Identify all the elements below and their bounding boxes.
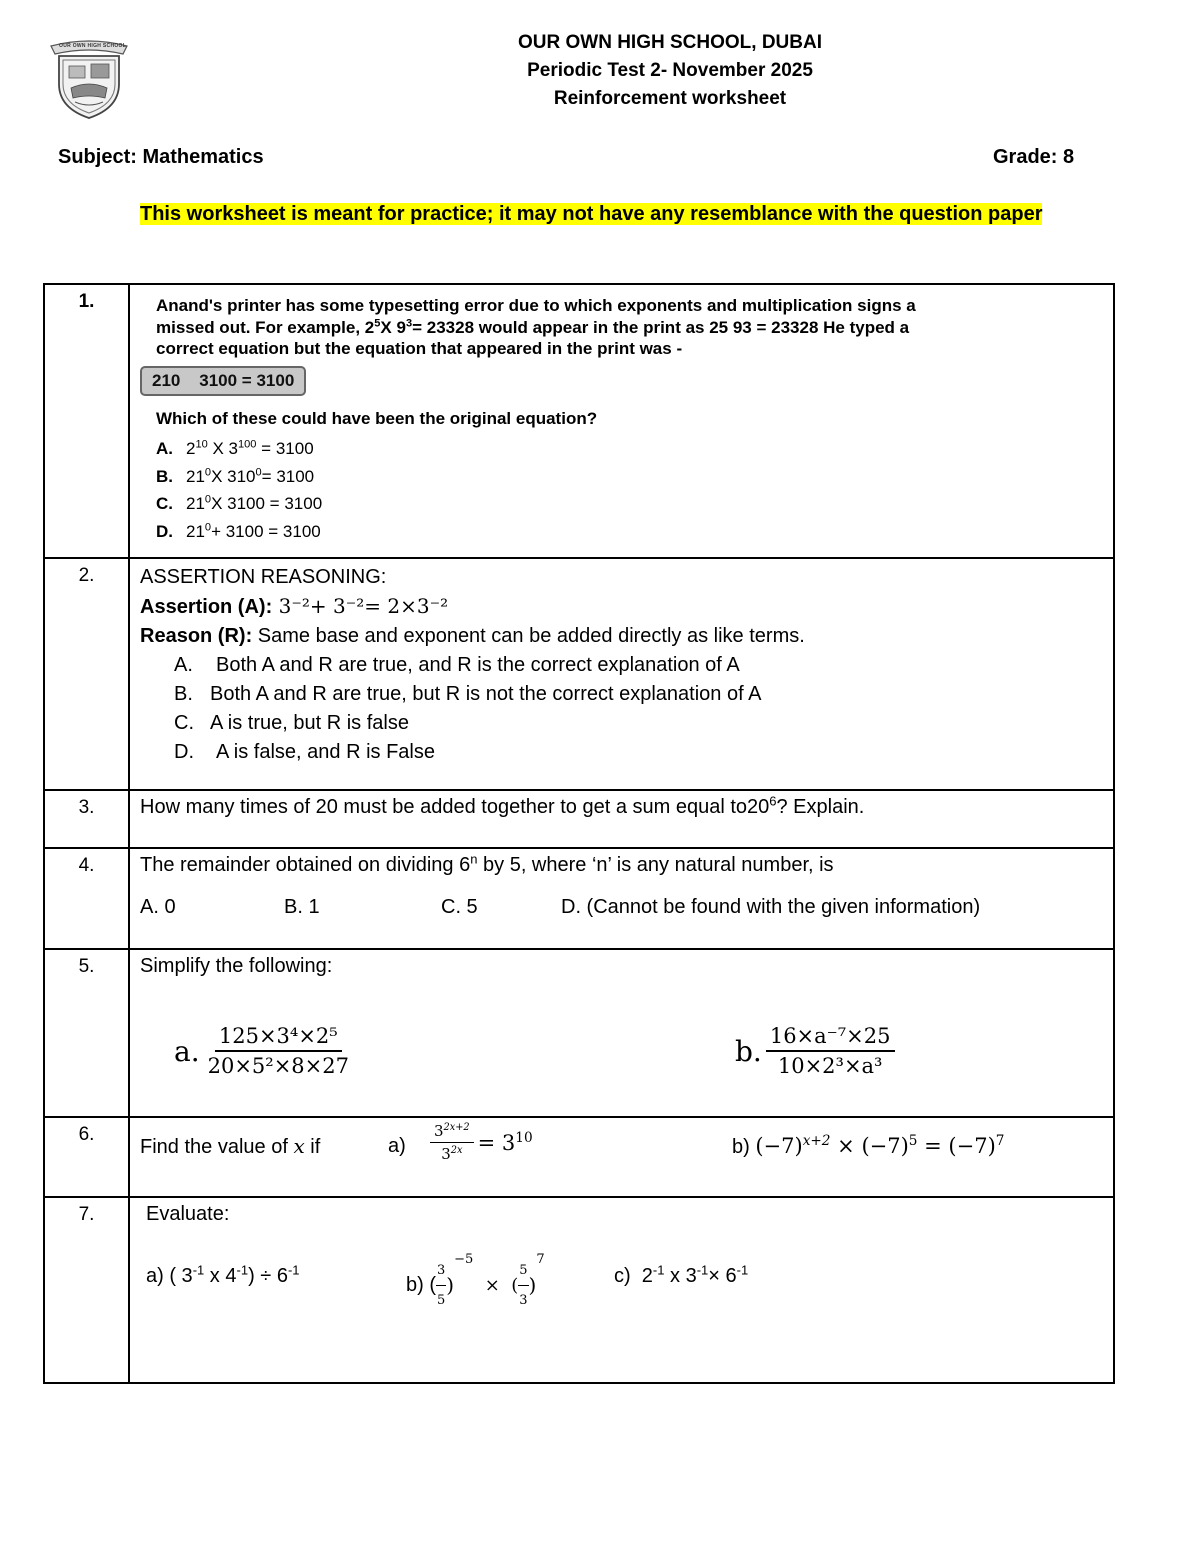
exponent: -1 [287, 1262, 300, 1278]
option-label: B. [156, 466, 173, 486]
assertion-title: ASSERTION REASONING: [140, 566, 387, 588]
part-b-expression: b) ( $\frac{3}{5}$ ) −5 × ( $\frac{5}{3}$ ) 7 [406, 1256, 545, 1315]
option-text: = 3100 [256, 439, 314, 458]
assertion-label: Assertion (A): [140, 596, 273, 618]
question-number [44, 848, 129, 949]
option-d[interactable] [140, 738, 1113, 767]
option-label: A. [156, 439, 173, 458]
base: 3 [441, 1145, 451, 1163]
expr-text: c) 2 [614, 1265, 653, 1287]
exponent: 2x [450, 1145, 463, 1156]
option-text: + 3100 = 3100 [211, 521, 321, 541]
fraction-numerator: 5 [518, 1256, 528, 1286]
part-a-expression [146, 1262, 300, 1291]
fraction [518, 1256, 528, 1315]
worksheet-table [43, 283, 1115, 1384]
fraction-denominator: 3 [519, 1293, 528, 1308]
question-number-text: 6. [78, 1124, 95, 1145]
option-text: 2 [186, 439, 196, 458]
question-number-text: 4. [78, 855, 95, 876]
option-text: 21 [186, 466, 205, 486]
reason-label: Reason (R): [140, 625, 253, 647]
exponent: 0 [204, 465, 212, 478]
exponent: 3 [405, 316, 413, 329]
exponent: -1 [236, 1262, 249, 1278]
stem-line-2 [156, 317, 1113, 339]
school-crest-icon [45, 38, 133, 120]
base: 3 [434, 1122, 444, 1140]
question-body [129, 1117, 1114, 1197]
part-c-expression [614, 1262, 748, 1291]
exponent: 0 [204, 493, 212, 506]
logo-text: OUR OWN HIGH SCHOOL [59, 43, 127, 49]
question-text: if [304, 1136, 321, 1158]
option-text: 21 [186, 521, 205, 541]
variable: x [293, 1134, 305, 1158]
question-row-6 [44, 1117, 1114, 1197]
question-number-text: 7. [78, 1204, 95, 1225]
part-a-equation [430, 1122, 533, 1163]
part-a-label: a) [388, 1135, 406, 1157]
expr-text: × 6 [708, 1265, 737, 1287]
option-d[interactable]: D. (Cannot be found with the given information) [561, 896, 981, 918]
assertion-text: 3⁻²+ 3⁻²= 2×3⁻² [272, 594, 449, 618]
expression-a-label: a. [174, 1034, 200, 1068]
base: = (−7) [917, 1134, 996, 1158]
question-7-text: Evaluate: [146, 1203, 230, 1225]
reason-line [140, 622, 1113, 651]
expression-b-fraction [766, 1024, 895, 1078]
exponent: 5 [374, 316, 381, 329]
question-3-text [140, 793, 1113, 822]
question-4-text [140, 851, 1113, 880]
question-number [44, 558, 129, 790]
exponent: 0 [255, 465, 262, 478]
option-b[interactable] [130, 463, 1113, 491]
stem-text: X 9 [380, 317, 406, 337]
rhs-base: = 3 [477, 1130, 516, 1155]
expression-a [174, 1024, 353, 1078]
expression-a-fraction [204, 1024, 353, 1078]
option-label: D. [174, 741, 194, 763]
exponent: 10 [515, 1129, 533, 1146]
expr-text: ) ÷ 6 [248, 1265, 288, 1287]
subject-label: Subject: Mathematics [58, 146, 264, 168]
question-body [129, 790, 1114, 848]
fraction-denominator: 5 [437, 1293, 446, 1308]
question-text: The remainder obtained on dividing 6 [140, 854, 471, 876]
expr-text: b) ( [406, 1274, 436, 1296]
question-row-4 [44, 848, 1114, 949]
part-b-label: b) [732, 1136, 756, 1158]
option-text: Both A and R are true, but R is not the correct explanation of A [210, 683, 762, 705]
paren: ) [446, 1273, 455, 1297]
exponent: 7 [995, 1133, 1005, 1149]
question-text: How many times of 20 must be added together to get a sum equal to20 [140, 796, 770, 818]
fraction [436, 1256, 446, 1315]
question-text: by 5, where ‘n’ is any natural number, is [477, 854, 834, 876]
grade-label: Grade: 8 [993, 146, 1075, 168]
option-b[interactable]: B. 1 [284, 896, 320, 918]
question-body [129, 558, 1114, 790]
question-number-text: 1. [78, 291, 95, 312]
option-text: A is false, and R is False [216, 741, 435, 763]
option-label: A. [174, 654, 193, 676]
part-b-equation [732, 1132, 1004, 1162]
option-label: B. [174, 683, 193, 705]
expr-text: a) ( 3 [146, 1265, 193, 1287]
expression-b [735, 1024, 895, 1078]
base: (−7) [755, 1134, 803, 1158]
question-row-2 [44, 558, 1114, 790]
exponent: -1 [736, 1262, 749, 1278]
exponent: 5 [908, 1133, 918, 1149]
question-row-1 [44, 284, 1114, 558]
exponent: x+2 [802, 1133, 831, 1149]
reason-text: Same base and exponent can be added directly as like terms. [252, 625, 805, 647]
question-number-text: 5. [78, 956, 95, 977]
stem-text: = 23328 would appear in the print as 25 93 = 23328 He typed a [412, 317, 910, 337]
school-logo [45, 38, 133, 120]
question-5-text: Simplify the following: [140, 955, 333, 977]
question-row-7 [44, 1197, 1114, 1383]
option-text: X 3 [207, 439, 239, 458]
expression-b-label: b. [735, 1034, 762, 1068]
option-b[interactable] [140, 680, 1113, 709]
option-a[interactable] [140, 651, 1113, 680]
option-a[interactable]: A. 0 [140, 896, 176, 918]
stem-line-3: correct equation but the equation that appeared in the print was - [156, 339, 683, 358]
question-4-options [140, 893, 1113, 922]
question-number [44, 1197, 129, 1383]
fraction-numerator [430, 1122, 474, 1143]
fraction-numerator: 16×a⁻⁷×25 [766, 1024, 895, 1052]
exponent: 100 [238, 438, 257, 451]
exponent: n [470, 851, 478, 867]
worksheet-title: Reinforcement worksheet [553, 88, 787, 109]
option-text: = 3100 [261, 466, 315, 486]
stem-line-1: Anand's printer has some typesetting error due to which exponents and multiplication signs a [156, 296, 916, 315]
option-c[interactable]: C. 5 [441, 896, 478, 918]
part-a-rhs [478, 1131, 533, 1155]
assertion-line [140, 592, 1113, 622]
question-row-3 [44, 790, 1114, 848]
option-text: A is true, but R is false [210, 712, 409, 734]
question-number-text: 2. [78, 565, 95, 586]
exponent: -1 [192, 1262, 205, 1278]
test-title: Periodic Test 2- November 2025 [527, 60, 813, 81]
fraction-numerator: 3 [436, 1256, 446, 1286]
expr-text: x 4 [204, 1265, 237, 1287]
expr-text: x 3 [664, 1265, 697, 1287]
option-label: D. [156, 521, 173, 541]
question-number [44, 790, 129, 848]
option-text: 21 [186, 494, 205, 513]
option-text: X 310 [211, 466, 256, 486]
exponent: 0 [204, 520, 212, 533]
practice-notice-text: This worksheet is meant for practice; it may not have any resemblance with the question paper [140, 203, 1043, 225]
question-1-options [130, 429, 1113, 545]
part-a-fraction [430, 1122, 474, 1163]
fraction-denominator: 20×5²×8×27 [207, 1054, 349, 1078]
expr-text: × ( [473, 1275, 519, 1296]
exponent: -1 [696, 1262, 709, 1278]
school-name: OUR OWN HIGH SCHOOL, DUBAI [518, 32, 822, 53]
base: × (−7) [830, 1134, 909, 1158]
exponent: 2x+2 [443, 1122, 470, 1133]
fraction-denominator [437, 1143, 466, 1163]
printed-equation: 210 3100 = 3100 [152, 370, 295, 390]
question-1-prompt: Which of these could have been the original equation? [156, 408, 598, 428]
fraction-numerator: 125×3⁴×2⁵ [215, 1024, 342, 1052]
exponent: -1 [652, 1262, 665, 1278]
option-a[interactable] [130, 435, 1113, 463]
exponent: 10 [195, 438, 208, 451]
question-number [44, 1117, 129, 1197]
question-number [44, 949, 129, 1117]
question-number [44, 284, 129, 558]
option-label: C. [174, 712, 194, 734]
option-label: C. [156, 494, 173, 513]
question-row-5 [44, 949, 1114, 1117]
practice-notice [140, 203, 1042, 226]
question-6-text [140, 1132, 320, 1162]
option-text: Both A and R are true, and R is the correct explanation of A [216, 654, 740, 676]
part-b-math [755, 1134, 1004, 1158]
fraction-denominator: 10×2³×a³ [777, 1054, 883, 1078]
question-text: Find the value of [140, 1136, 294, 1158]
question-1-stem [130, 285, 1113, 360]
question-body [129, 1197, 1114, 1383]
question-body [129, 848, 1114, 949]
stem-text: missed out. For example, 2 [156, 317, 375, 337]
option-d[interactable] [130, 518, 1113, 546]
question-number-text: 3. [78, 797, 95, 818]
printed-equation-box [140, 366, 306, 396]
option-text: X 3100 = 3100 [211, 494, 323, 513]
question-body [129, 949, 1114, 1117]
question-text: ? Explain. [776, 796, 865, 818]
option-c[interactable] [130, 490, 1113, 518]
option-c[interactable] [140, 709, 1113, 738]
paren: ) [528, 1273, 537, 1297]
question-body [129, 284, 1114, 558]
exponent: 6 [769, 793, 777, 809]
